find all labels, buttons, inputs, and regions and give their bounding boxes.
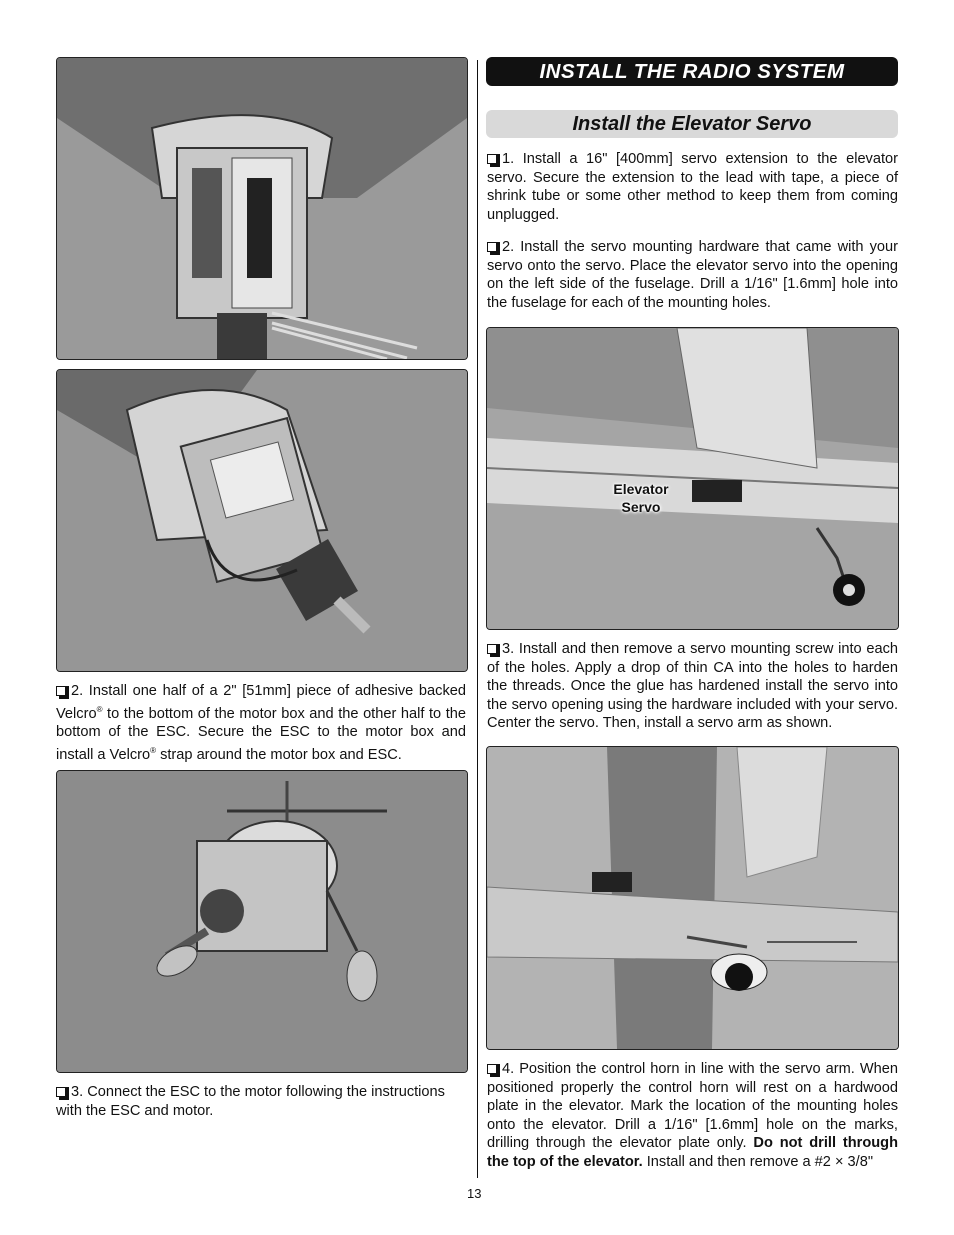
checkbox-icon[interactable]	[487, 1064, 497, 1074]
checkbox-icon[interactable]	[56, 686, 66, 696]
right-step-1: 1. Install a 16" [400mm] servo extension to the elevator servo. Secure the extension to the lead with tape, a piece of shrink tube or some other method to keep them from coming unplugged.	[487, 151, 898, 223]
checkbox-icon[interactable]	[487, 154, 497, 164]
right-step-3: 3. Install and then remove a servo mounting screw into each of the holes. Apply a drop of thin CA into the holes to harden the threads. Once the glue has hardened install the servo into the servo opening using the hardware included with your servo. Center the servo. Then, install a servo arm as shown.	[487, 641, 898, 732]
right-step-2: 2. Install the servo mounting hardware that came with your servo onto the servo. Place the elevator servo into the opening on the left side of the fuselage. Drill a 1/16" [1.6mm] hole into the fuselage for each of the mounting holes.	[487, 239, 898, 311]
photo-elevator-servo	[486, 327, 899, 630]
photo-motor-box-front	[56, 57, 468, 360]
checkbox-icon[interactable]	[56, 1087, 66, 1097]
page-number: 13	[467, 1186, 482, 1201]
left-step-3: 3. Connect the ESC to the motor following the instructions with the ESC and motor.	[56, 1084, 445, 1119]
checkbox-icon[interactable]	[487, 242, 497, 252]
column-divider	[477, 60, 478, 1178]
checkbox-icon[interactable]	[487, 644, 497, 654]
photo-esc-connected	[56, 770, 468, 1073]
photo-servo-arm	[486, 746, 899, 1050]
left-step-2: 2. Install one half of a 2" [51mm] piece of adhesive backed Velcro® to the bottom of the motor box and the other half to the bottom of the ESC. Secure the ESC to the motor box and install a Velcro® strap around the motor box and ESC.	[56, 683, 466, 763]
right-step-4: 4. Position the control horn in line with the servo arm. When positioned properly the control horn will rest on a hardwood plate in the elevator. Mark the location of the mounting holes onto the elevator. Drill a 1/16" [1.6mm] hole on the marks, drilling through the elevator plate only. Do not drill through the top of the elevator. Install and then remove a #2 × 3/8"	[487, 1061, 898, 1170]
photo-motor-box-esc	[56, 369, 468, 672]
subsection-title: Install the Elevator Servo	[486, 110, 898, 138]
section-title: INSTALL THE RADIO SYSTEM	[486, 57, 898, 86]
elevator-servo-callout: Elevator Servo	[613, 481, 669, 515]
